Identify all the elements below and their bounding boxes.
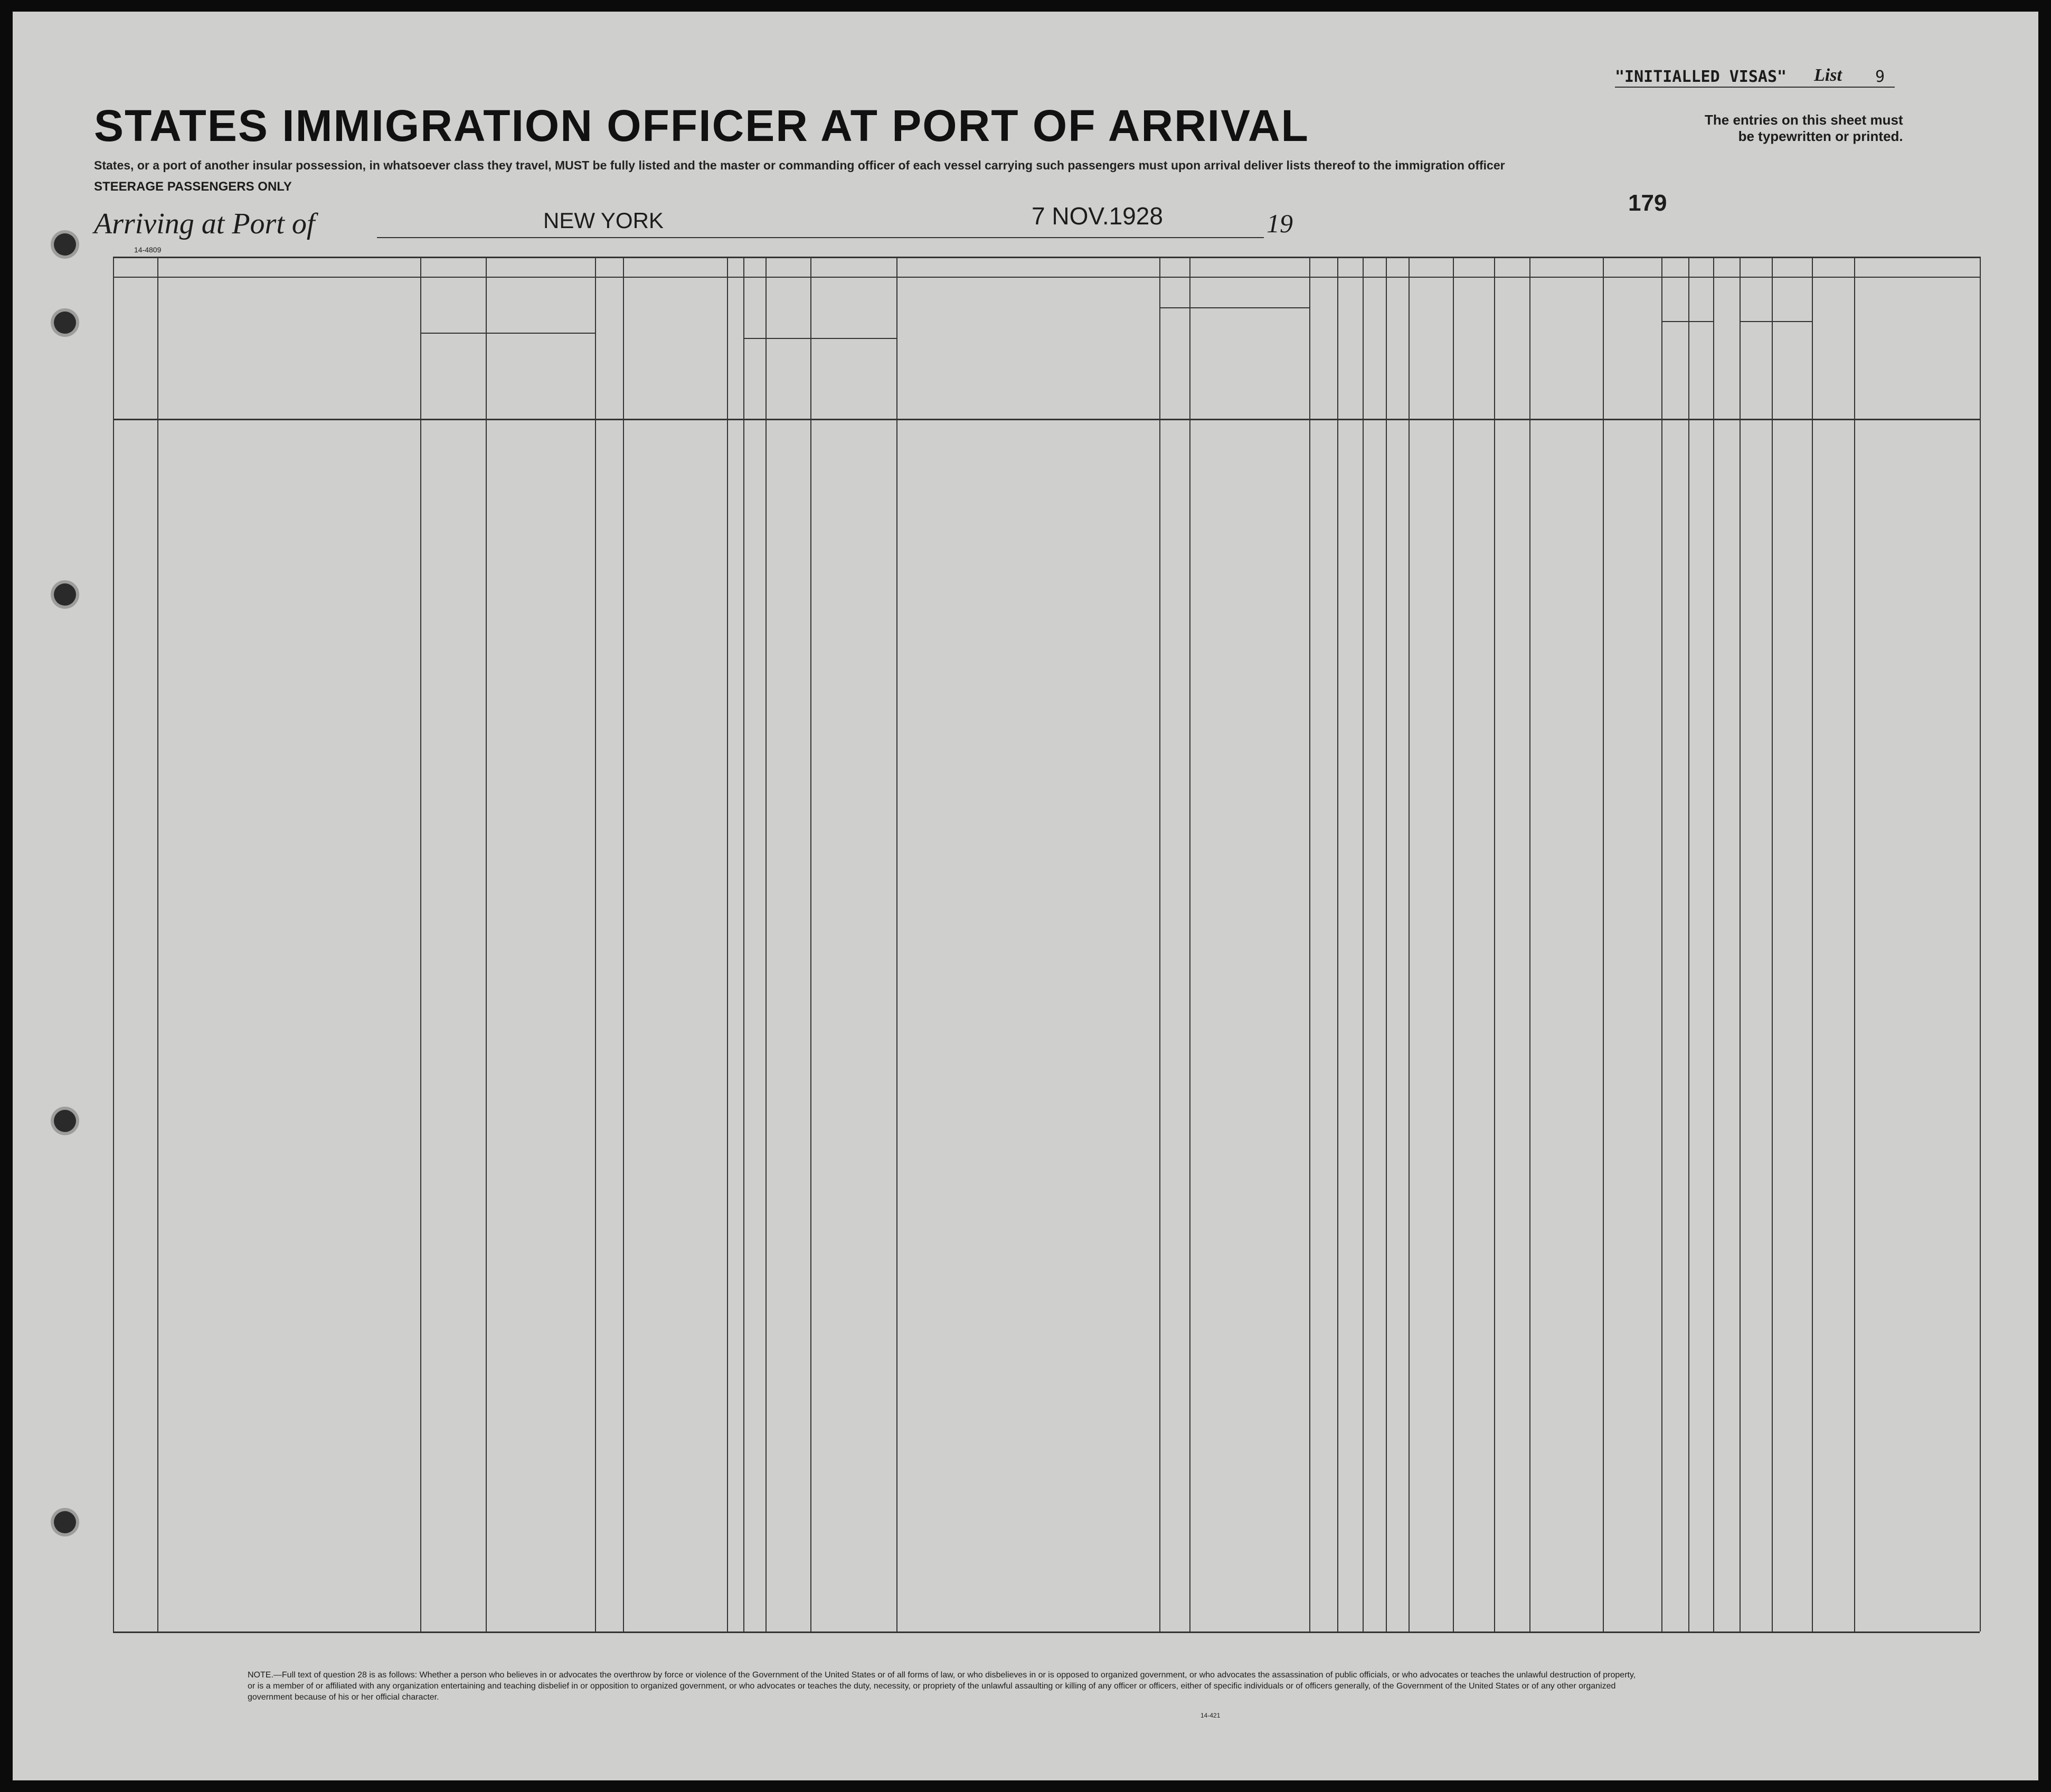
- column-rule: [157, 257, 158, 1631]
- port-underline: [377, 237, 1264, 238]
- column-rule: [810, 257, 811, 1631]
- table-rule: [1159, 307, 1309, 308]
- immigration-manifest-sheet: [13, 12, 2038, 1780]
- page-title: STATES IMMIGRATION OFFICER AT PORT OF ARRIVAL: [94, 101, 1309, 150]
- entries-note-line: be typewritten or printed.: [1738, 128, 1903, 144]
- column-rule: [1159, 257, 1160, 1631]
- column-rule: [896, 257, 897, 1631]
- table-rule: [113, 277, 1980, 278]
- page-number: 179: [1628, 190, 1667, 216]
- column-rule: [727, 257, 728, 1631]
- column-rule: [623, 257, 624, 1631]
- column-rule: [113, 257, 114, 1631]
- column-rule: [1529, 257, 1530, 1631]
- column-rule: [1854, 257, 1855, 1631]
- column-rule: [1740, 257, 1741, 1631]
- column-rule: [420, 257, 421, 1631]
- column-rule: [1772, 257, 1773, 1631]
- column-rule: [765, 257, 767, 1631]
- column-rule: [1409, 257, 1410, 1631]
- table-rule: [743, 338, 896, 339]
- column-rule: [595, 257, 596, 1631]
- table-rule: [420, 333, 595, 334]
- column-rule: [1713, 257, 1714, 1631]
- visas-label: "INITIALLED VISAS": [1615, 68, 1787, 86]
- footer-form-number: 14-421: [1201, 1712, 1221, 1719]
- port-name: NEW YORK: [543, 208, 664, 233]
- column-rule: [1661, 257, 1662, 1631]
- punch-hole: [54, 312, 76, 334]
- list-number: 9: [1875, 68, 1885, 86]
- table-rule: [113, 419, 1980, 420]
- table-rule: [1740, 321, 1812, 322]
- column-rule: [1812, 257, 1813, 1631]
- column-rule: [1189, 257, 1190, 1631]
- column-rule: [1688, 257, 1689, 1631]
- table-rule: [1661, 321, 1713, 322]
- column-rule: [1337, 257, 1338, 1631]
- punch-hole: [54, 233, 76, 256]
- arriving-label: Arriving at Port of: [94, 208, 315, 240]
- table-rule: [113, 257, 1980, 258]
- arrival-date: 7 NOV.1928: [1032, 202, 1163, 230]
- column-rule: [1386, 257, 1387, 1631]
- footnote-question-28: NOTE.—Full text of question 28 is as follows: Whether a person who believes in or advocates the overthrow by force or violence of the Government of the United States or of all forms of law, or who disbelieves in or is opposed to organized government, or who advocates the assassination of public officials, or who advocates or teaches the unlawful destruction of property, or is a member of or affiliated with any organization entertaining and teaching disbelief in or opposition to organized government, or who advocates or teaches the duty, necessity, or propriety of the unlawful assaulting or killing of any officer or officers, either of specific individuals or of officers generally, of the Government of the United States or of any other organized government because of his or her official character.: [248, 1671, 1636, 1702]
- entries-note-line: The entries on this sheet must: [1705, 112, 1903, 128]
- column-rule: [1453, 257, 1454, 1631]
- column-rule: [1363, 257, 1364, 1631]
- column-rule: [1309, 257, 1310, 1631]
- passenger-class: STEERAGE PASSENGERS ONLY: [94, 180, 292, 194]
- column-rule: [1980, 257, 1981, 1631]
- form-number: 14-4809: [134, 246, 162, 254]
- instruction-text: States, or a port of another insular possession, in whatsoever class they travel, MUST be fully listed and the master or commanding officer of each vessel carrying such passengers must upon arrival deliver lists thereof to the immigration officer: [94, 158, 1505, 172]
- column-rule: [743, 257, 744, 1631]
- list-label: List: [1814, 65, 1842, 85]
- punch-hole: [54, 1110, 76, 1132]
- entries-note: [1705, 112, 1903, 145]
- punch-hole: [54, 583, 76, 606]
- table-rule: [113, 1631, 1980, 1633]
- punch-hole: [54, 1511, 76, 1533]
- column-rule: [1603, 257, 1604, 1631]
- year-prefix: 19: [1266, 209, 1293, 238]
- column-rule: [486, 257, 487, 1631]
- column-rule: [1494, 257, 1495, 1631]
- visas-underline: [1615, 87, 1895, 88]
